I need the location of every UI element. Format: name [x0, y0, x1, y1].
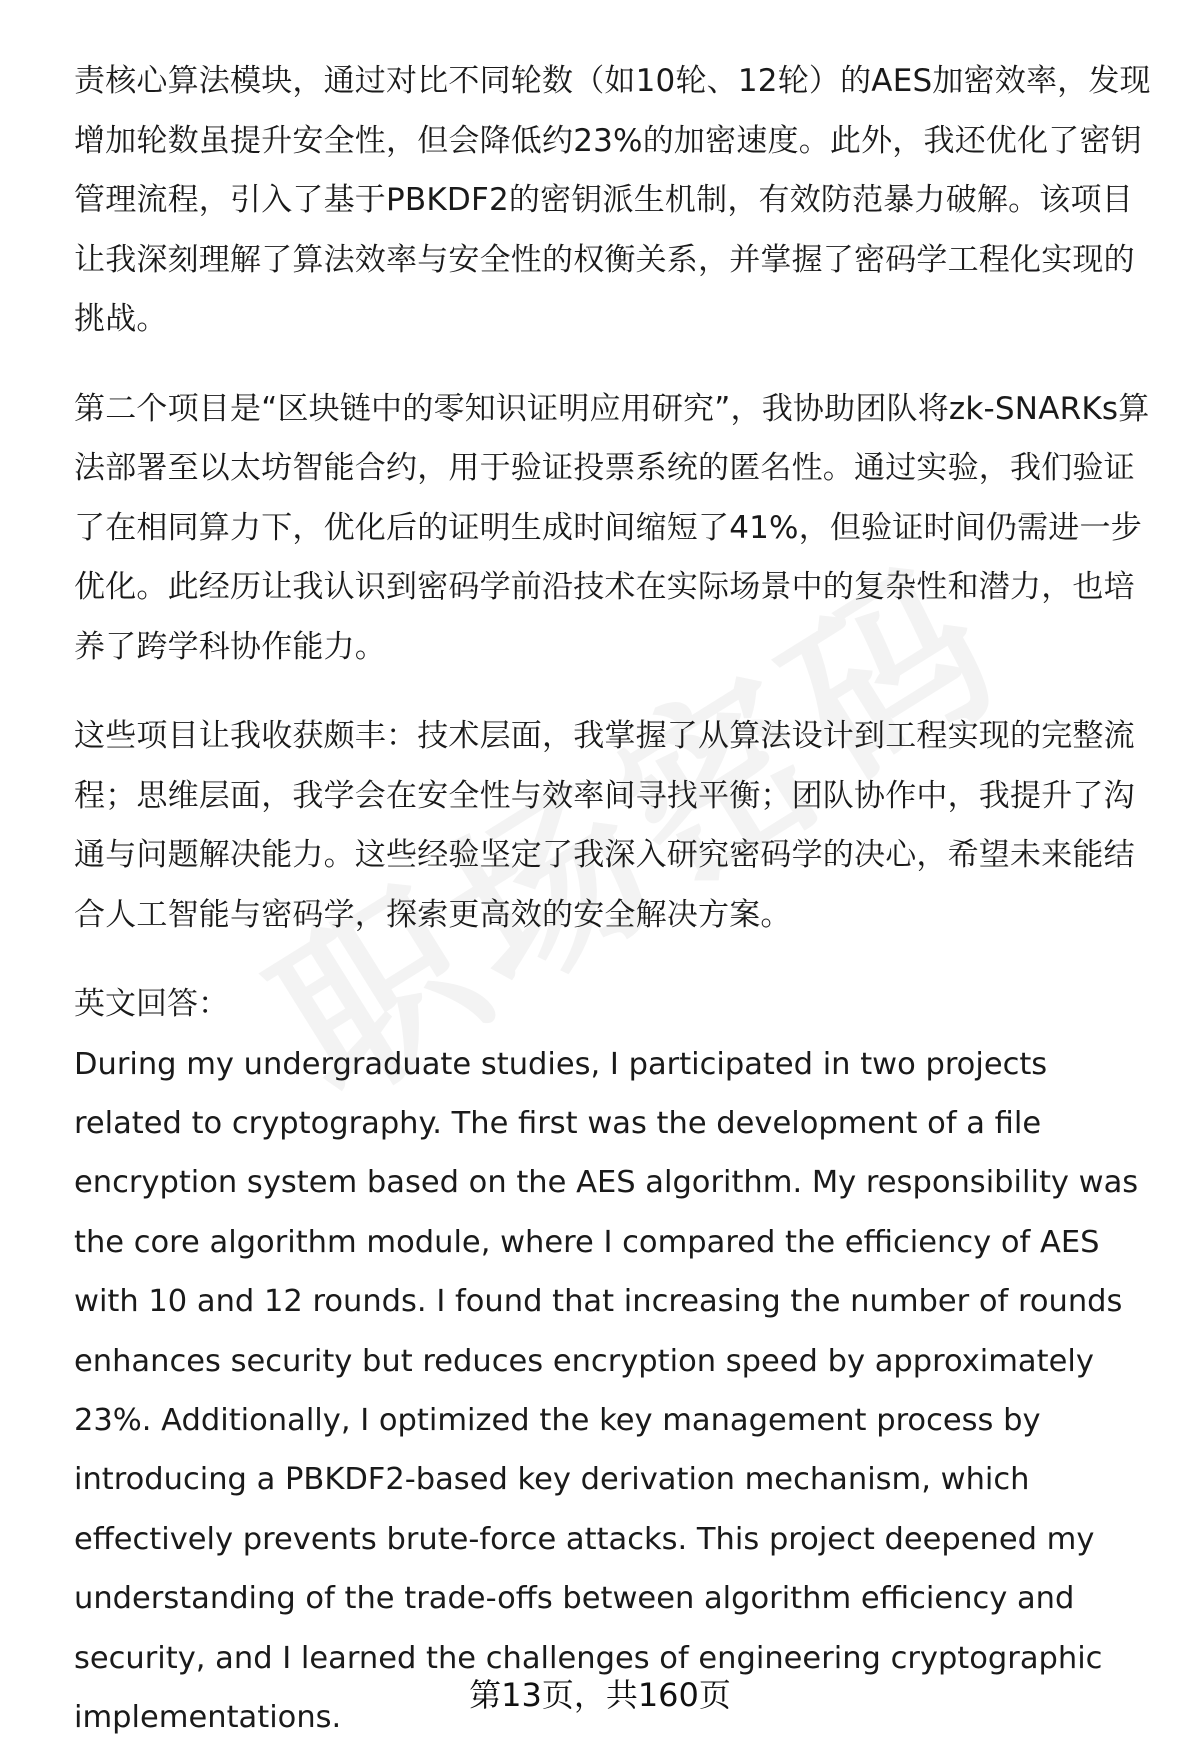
document-body [74, 52, 1154, 1747]
paragraph-en: During my undergraduate studies, I participated in two projects related to cryptography. The first was the development of a file encryption system based on the AES algorithm. My responsibility was the core algorithm module, where I compared the efficiency of AES with 10 and 12 rounds. I found that increasing the number of rounds enhances security but reduces encryption speed by approximately 23%. Additionally, I optimized the key management process by introducing a PBKDF2-based key derivation mechanism, which effectively prevents brute-force attacks. This project deepened my understanding of the trade-offs between algorithm efficiency and security, and I learned the challenges of engineering cryptographic implementations. [74, 1046, 1139, 1735]
page-number-footer: 第13页，共160页 [469, 1676, 731, 1714]
english-answer-label: 英文回答： [74, 986, 229, 1022]
paragraph-zh-2: 第二个项目是“区块链中的零知识证明应用研究”，我协助团队将zk-SNARKs算法部署至以太坊智能合约，用于验证投票系统的匿名性。通过实验，我们验证了在相同算力下，优化后的证明生成时间缩短了41%，但验证时间仍需进一步优化。此经历让我认识到密码学前沿技术在实际场景中的复杂性和潜力，也培养了跨学科协作能力。 [74, 390, 1150, 665]
paragraph-zh-3: 这些项目让我收获颇丰：技术层面，我掌握了从算法设计到工程实现的完整流程；思维层面，我学会在安全性与效率间寻找平衡；团队协作中，我提升了沟通与问题解决能力。这些经验坚定了我深入研究密码学的决心，希望未来能结合人工智能与密码学，探索更高效的安全解决方案。 [74, 718, 1135, 933]
paragraph-zh-1: 责核心算法模块，通过对比不同轮数（如10轮、12轮）的AES加密效率，发现增加轮数虽提升安全性，但会降低约23%的加密速度。此外，我还优化了密钥管理流程，引入了基于PBKDF2的密钥派生机制，有效防范暴力破解。该项目让我深刻理解了算法效率与安全性的权衡关系，并掌握了密码学工程化实现的挑战。 [74, 63, 1151, 337]
